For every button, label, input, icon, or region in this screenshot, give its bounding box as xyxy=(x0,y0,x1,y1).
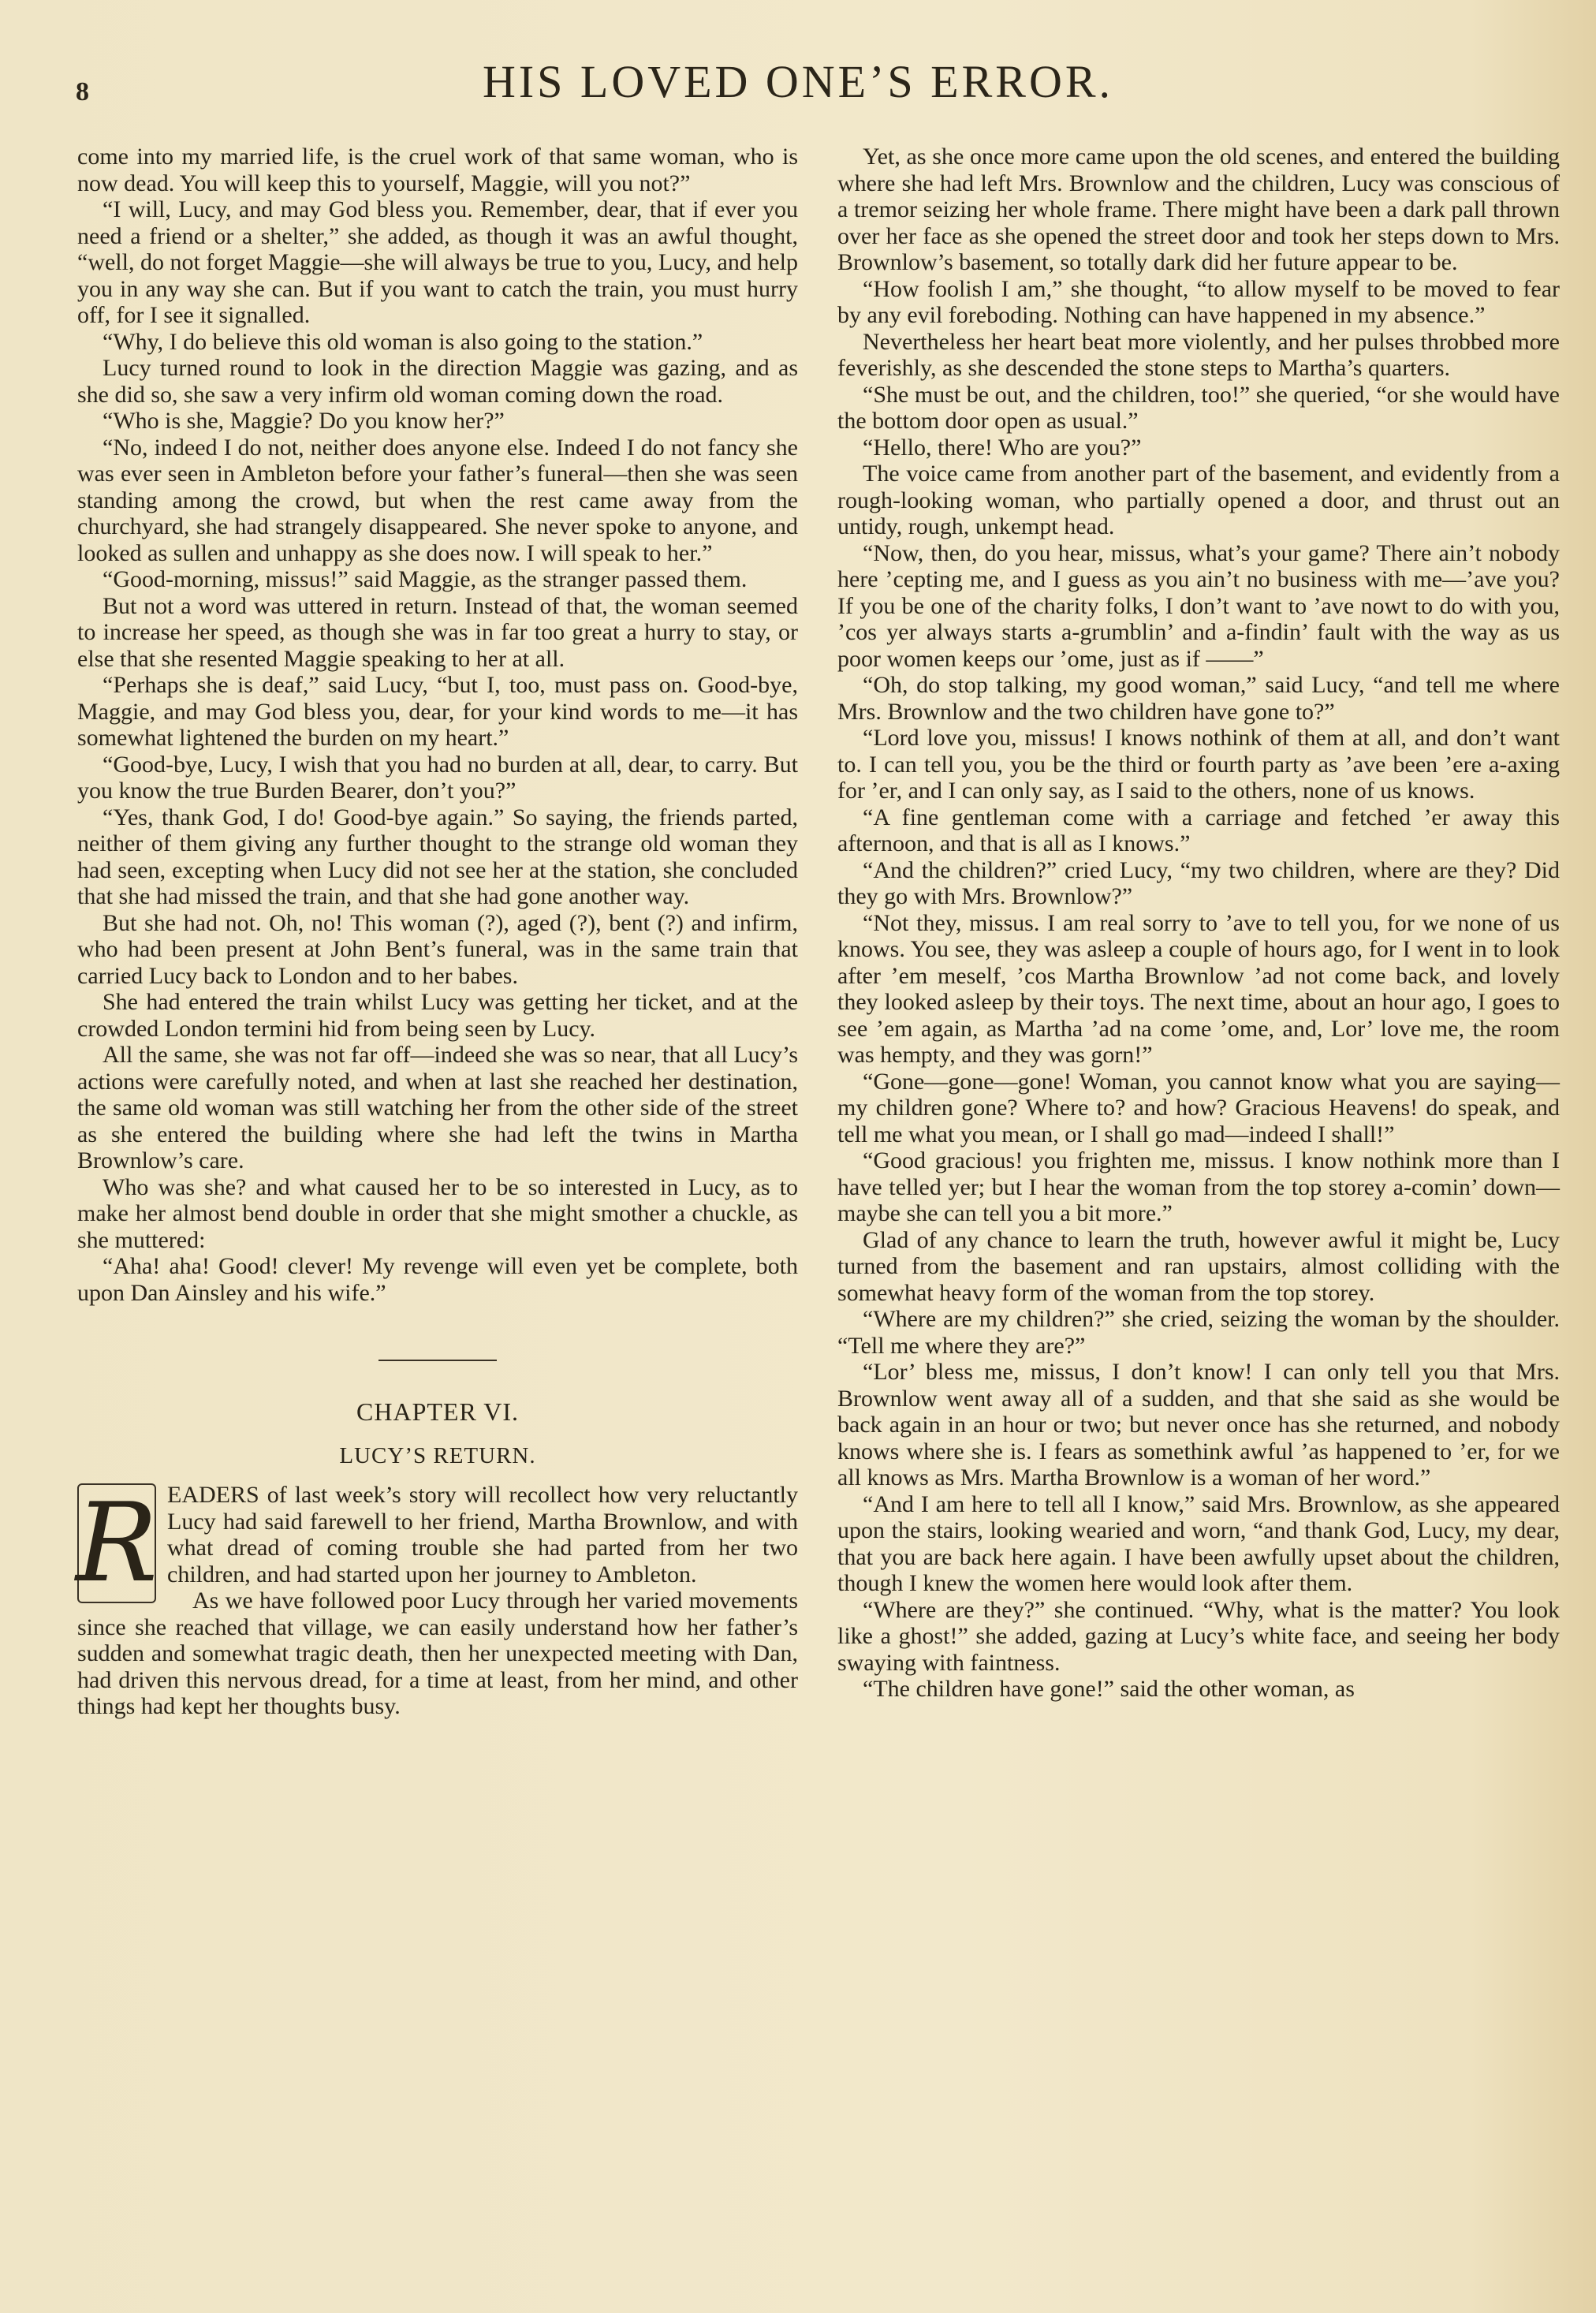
paragraph: “A fine gentleman come with a carriage and fetched ’er away this afternoon, and that is all as I knows.” xyxy=(837,804,1560,856)
section-divider xyxy=(378,1360,497,1361)
paragraph: “Aha! aha! Good! clever! My revenge will even yet be complete, both upon Dan Ainsley and his wife.” xyxy=(77,1253,798,1306)
paragraph: “Now, then, do you hear, missus, what’s your game? There ain’t nobody here ’cepting me, and I guess as you ain’t no business with me—’ave you? If you be one of the charity folks, I don’t want to ’ave nowt to do with you, ’cos yer always starts a-grumblin’ and a-findin’ fault with the way as us poor women keeps our ’ome, just as if ——” xyxy=(837,539,1560,672)
paragraph: “Oh, do stop talking, my good woman,” said Lucy, “and tell me where Mrs. Brownlow and the two children have gone to?” xyxy=(837,672,1560,725)
running-title: HIS LOVED ONE’S ERROR. xyxy=(482,56,1114,107)
paragraph: “Why, I do believe this old woman is also going to the station.” xyxy=(103,328,703,355)
paragraph: “Hello, there! Who are you?” xyxy=(863,434,1142,461)
paragraph: “Where are my children?” she cried, seizing the woman by the shoulder. “Tell me where they are?” xyxy=(837,1306,1560,1359)
dropcap-paragraph xyxy=(76,1479,798,1606)
paragraph: “Who is she, Maggie? Do you know her?” xyxy=(103,408,505,434)
paragraph: “The children have gone!” said the other woman, as xyxy=(863,1676,1355,1702)
paragraph: “She must be out, and the children, too!” she queried, “or she would have the bottom door open as usual.” xyxy=(837,381,1560,434)
paragraph: But not a word was uttered in return. Instead of that, the woman seemed to increase her speed, as though she was in far too great a hurry to stay, or else that she resented Maggie speaking to her at all. xyxy=(77,592,798,672)
paragraph: “Gone—gone—gone! Woman, you cannot know what you are saying—my children gone? Where to? and how? Gracious Heavens! do speak, and tell me what you mean, or I shall go mad—indeed I shall!” xyxy=(837,1068,1560,1147)
chapter-heading: CHAPTER VI. xyxy=(356,1397,519,1426)
paragraph: “Yes, thank God, I do! Good-bye again.” So saying, the friends parted, neither of them giving any further thought to the strange old woman they had seen, excepting when Lucy did not see her at the station, she concluded that she had missed the train, and that she had gone another way. xyxy=(77,804,798,909)
paragraph: “Good gracious! you frighten me, missus. I know nothink more than I have telled yer; but I hear the woman from the top storey a-comin’ down—maybe she can tell you a bit more.” xyxy=(837,1147,1560,1226)
paragraph: “Not they, missus. I am real sorry to ’ave to tell you, for we none of us knows. You see, they was asleep a couple of hours ago, for I went in to look after ’em meself, ’cos Martha Brownlow ’ad not come back, and lovely they looked asleep by their toys. The next time, about an hour ago, I goes to see ’em again, as Martha ’ad na come ’ome, and, Lor’ love me, the room was hempty, and they was gorn!” xyxy=(837,909,1560,1068)
paragraph: “Good-morning, missus!” said Maggie, as the stranger passed them. xyxy=(103,566,748,592)
paragraph: But she had not. Oh, no! This woman (?), aged (?), bent (?) and infirm, who had been present at John Bent’s funeral, was in the same train that carried Lucy back to London and to her babes. xyxy=(77,909,798,989)
chapter-title: LUCY’S RETURN. xyxy=(339,1442,536,1468)
page-header xyxy=(0,55,1596,118)
paragraph: “Good-bye, Lucy, I wish that you had no burden at all, dear, to carry. But you know the true Burden Bearer, don’t you?” xyxy=(77,751,798,804)
paragraph: Who was she? and what caused her to be so interested in Lucy, as to make her almost bend double in order that she might smother a chuckle, as she muttered: xyxy=(77,1173,798,1253)
paragraph: “No, indeed I do not, neither does anyone else. Indeed I do not fancy she was ever seen in Ambleton before your father’s funeral—then she was seen standing among the crowd, but when the rest came away from the churchyard, she had strangely disappeared. She never spoke to anyone, and looked as sullen and unhappy as she does now. I will speak to her.” xyxy=(77,434,798,566)
paragraph: Nevertheless her heart beat more violently, and her pulses throbbed more feverishly, as she descended the stone steps to Martha’s quarters. xyxy=(837,328,1560,381)
paragraph: The voice came from another part of the basement, and evidently from a rough-looking woman, who partially opened a door, and thrust out an untidy, rough, unkempt head. xyxy=(837,461,1560,539)
dropcap-letter: R xyxy=(76,1479,158,1606)
right-column xyxy=(837,144,1560,1703)
dropcap-paragraph-text: EADERS of last week’s story will recollect how very reluctantly Lucy had said farewell to her friend, Martha Brownlow, and with what dread of coming trouble she had parted from her two children, and had started upon her journey to Ambleton. xyxy=(167,1482,798,1587)
paragraph: “I will, Lucy, and may God bless you. Remember, dear, that if ever you need a friend or a shelter,” she added, as though it was an awful thought, “well, do not forget Maggie—she will always be true to you, Lucy, and help you in any way she can. But if you want to catch the train, you must hurry off, for I see it signalled. xyxy=(77,196,798,328)
paragraph: “Lor’ bless me, missus, I don’t know! I can only tell you that Mrs. Brownlow went away all of a sudden, and that she said as she would be back again in an hour or two; but never once has she returned, and nobody knows where she is. I fears as somethink awful ’as happened to ’er, for we all knows as Mrs. Martha Brownlow is a woman of her word.” xyxy=(837,1359,1560,1490)
paragraph: Yet, as she once more came upon the old scenes, and entered the building where she had left Mrs. Brownlow and the children, Lucy was conscious of a tremor seizing her whole frame. There might have been a dark pall thrown over her face as she opened the street door and took her steps down to Mrs. Brownlow’s basement, so totally dark did her future appear to be. xyxy=(837,144,1560,275)
paragraph: Lucy turned round to look in the direction Maggie was gazing, and as she did so, she saw a very infirm old woman coming down the road. xyxy=(77,355,798,408)
paragraph: Glad of any chance to learn the truth, however awful it might be, Lucy turned from the basement and ran upstairs, almost colliding with the somewhat heavy form of the woman from the top storey. xyxy=(837,1226,1560,1306)
paragraph: “And the children?” cried Lucy, “my two children, where are they? Did they go with Mrs. Brownlow?” xyxy=(837,856,1560,909)
page-number: 8 xyxy=(76,77,89,106)
paragraph: “Where are they?” she continued. “Why, what is the matter? You look like a ghost!” she added, gazing at Lucy’s white face, and seeing her body swaying with faintness. xyxy=(837,1596,1560,1676)
paragraph: “How foolish I am,” she thought, “to allow myself to be moved to fear by any evil foreboding. Nothing can have happened in my absence.” xyxy=(837,275,1560,328)
paragraph: As we have followed poor Lucy through her varied movements since she reached that village, we can easily understand how her father’s sudden and somewhat tragic death, then her unexpected meeting with Dan, had driven this nervous dread, for a time at least, from her mind, and other things had kept her thoughts busy. xyxy=(77,1587,798,1719)
paragraph: She had entered the train whilst Lucy was getting her ticket, and at the crowded London termini hid from being seen by Lucy. xyxy=(77,989,798,1042)
paragraph: come into my married life, is the cruel work of that same woman, who is now dead. You will keep this to yourself, Maggie, will you not?” xyxy=(77,144,798,196)
paragraph: “Perhaps she is deaf,” said Lucy, “but I, too, must pass on. Good-bye, Maggie, and may God bless you, dear, for your kind words to me—it has somewhat lightened the burden on my heart.” xyxy=(77,672,798,751)
paragraph: “And I am here to tell all I know,” said Mrs. Brownlow, as she appeared upon the stairs, looking wearied and worn, “and thank God, Lucy, my dear, that you are back here again. I have been awfully upset about the children, though I knew the women here would look after them. xyxy=(837,1490,1560,1596)
paragraph: “Lord love you, missus! I knows nothink of them at all, and don’t want to. I can tell you, you be the third or fourth party as ’ave been ’ere a-axing for ’er, and I can only say, as I said to the others, none of us knows. xyxy=(837,725,1560,804)
left-column xyxy=(77,144,798,1720)
paragraph: All the same, she was not far off—indeed she was so near, that all Lucy’s actions were carefully noted, and when at last she reached her destination, the same old woman was still watching her from the other side of the street as she entered the building where she had left the twins in Martha Brownlow’s care. xyxy=(77,1042,798,1173)
